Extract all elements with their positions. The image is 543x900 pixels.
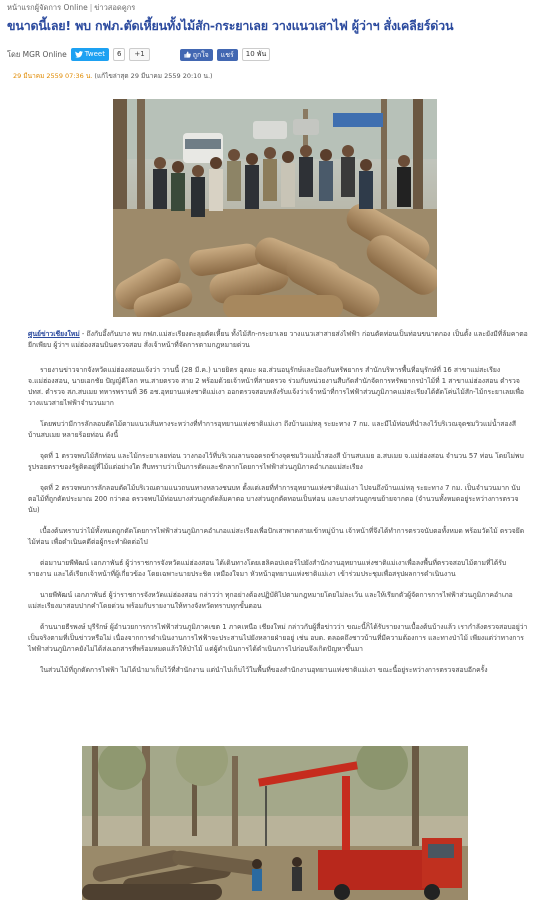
photo-officials-logs-image: [113, 99, 437, 317]
fb-share-button[interactable]: แชร์: [217, 49, 238, 61]
byline-bar: [7, 48, 270, 61]
dateline: [13, 71, 213, 81]
author-label: โดย MGR Online: [7, 49, 67, 59]
breadcrumb-home-link[interactable]: หน้าแรกผู้จัดการ Online: [7, 3, 88, 12]
lead-paragraph: [28, 329, 528, 351]
article-body: [28, 329, 528, 686]
update-date: (แก้ไขล่าสุด 29 มีนาคม 2559 20:10 น.): [94, 72, 213, 80]
article-paragraph: โดยพบว่ามีการลักลอบตัดไม้ตามแนวเส้นทางระหว่างที่ทำการอุทยานแห่งชาติแม่เงา ถึงบ้านแม่หลุ ระยะทาง 7 กม. และมีไม้ท่อนที่นำลงไว้บริเวณจุดชมวิวแม่น้ำสองสี บ้านสบเมย หลายร้อยท่อน ดังนี้: [28, 420, 516, 439]
tweet-button[interactable]: [71, 48, 109, 61]
news-desk-link[interactable]: ศูนย์ข่าวเชียงใหม่: [28, 330, 80, 338]
fb-like-count: 10 พัน: [242, 48, 271, 61]
article-paragraph: จุดที่ 2 ตรวจพบการลักลอบตัดไม้บริเวณตามแนวถนนทางหลวงชนบท ตั้งแต่เลยที่ทำการอุทยานแห่งชาติแม่เงา ไปจนถึงบ้านแม่หลุ ระยะทาง 7 กม. เป็นจำนวนมาก นับตอไม้ที่ถูกตัดประมาณ 200 กว่าตอ ตรวจพบไม้ท่อนบางส่วนถูกตัดล้มคาตอ บางส่วนถูกตัดทอนเป็นท่อน และบางส่วนถูกขนย้ายจากตอ (จำนวนทั้งหมดอยู่ระหว่างการตรวจนับ): [28, 484, 521, 514]
breadcrumb: [7, 2, 135, 14]
publish-date: 29 มีนาคม 2559 07:36 น.: [13, 72, 93, 80]
article-paragraph: ในส่วนไม้ที่ถูกตัดการไฟฟ้า ไม่ได้นำมาเก็บไว้ที่สำนักงาน แต่นำไปเก็บไว้ในพื้นที่ของสำนักงานอุทยานแห่งชาติแม่เงา ขณะนี้อยู่ระหว่างการตรวจสอบอีกครั้ง: [40, 666, 488, 674]
fb-like-label: ถูกใจ: [192, 50, 209, 59]
article-photo-crane-truck: [82, 746, 468, 900]
twitter-bird-icon: [75, 51, 83, 58]
article-paragraph: นายพีพัฒน์ เอกภาพันธ์ ผู้ว่าราชการจังหวัดแม่ฮ่องสอน กล่าวว่า ทุกอย่างต้องปฏิบัติไปตามกฎหมายโดยไม่ละเว้น และให้เรียกตัวผู้จัดการการไฟฟ้าส่วนภูมิภาคอำเภอแม่สะเรียงมาสอบปากคำโดยด่วน พร้อมกับรายงานให้ทางจังหวัดทราบทุกขั้นตอน: [28, 591, 513, 610]
headline: ขนาดนี้เลย! พบ กฟภ.ตัดเหี้ยนทั้งไม้สัก-กระยาเลย วางแนวเสาไฟ ผู้ว่าฯ สั่งเคลียร์ด่วน: [7, 18, 454, 33]
article-paragraph: ด้านนายธีรพงษ์ บุรีรักษ์ ผู้อำนวยการการไฟฟ้าส่วนภูมิภาคเขต 1 ภาคเหนือ เชียงใหม่ กล่าวกับผู้สื่อข่าวว่า ขณะนี้ก็ได้รับรายงานเบื้องต้นบ้างแล้ว เรากำลังตรวจสอบอยู่ว่าเป็นจริงตามที่เป็นข่าวหรือไม่ เนื่องจากการดำเนินงานการไฟฟ้าจะประสานไปยังหลายฝ่ายอยู่ เช่น อบต. ตลอดถึงชาวบ้านที่มีความต้องการ และทางป่าไม้ เพียงแต่ว่าทางการไฟฟ้าส่วนภูมิภาคยังไม่ได้ส่งเอกสารที่พร้อมหมดแล้วให้ป่าไม้ แต่ผู้ดำเนินการได้ดำเนินการไปก่อนจึงเกิดปัญหาขึ้นมา: [28, 623, 528, 653]
breadcrumb-separator: |: [89, 3, 93, 12]
article-paragraph: เบื้องต้นทราบว่าไม้ทั้งหมดถูกตัดโดยการไฟฟ้าส่วนภูมิภาคอำเภอแม่สะเรียงเพื่อปักเสาพาดสายเข้าหมู่บ้าน เจ้าหน้าที่จึงได้ทำการตรวจนับตอทั้งหมด พร้อมวัดไม้ ตรวจยึดไม้ท่อน เพื่อดำเนินคดีต่อผู้กระทำผิดต่อไป: [28, 527, 525, 546]
breadcrumb-category-link[interactable]: ข่าวสอดคูกร: [94, 3, 136, 12]
photo-crane-truck-image: [82, 746, 468, 900]
article-photo-officials-logs: [113, 99, 437, 317]
article-paragraph: ต่อมานายพีพัฒน์ เอกภาพันธ์ ผู้ว่าราชการจังหวัดแม่ฮ่องสอน ได้เดินทางโดยเฮลิคอปเตอร์ไปยังสำนักงานอุทยานแห่งชาติแม่เงาเพื่อลงพื้นที่ตรวจสอบไม้ตามที่ได้รับรายงาน และได้เรียกเจ้าหน้าที่ผู้เกี่ยวข้อง โดยเฉพาะนายประชิต เหมืองใจมา หัวหน้าอุทยานแห่งชาติแม่เงา เข้าร่วมประชุมเพื่อสรุปผลการดำเนินงาน: [28, 559, 507, 578]
fb-like-button[interactable]: [180, 49, 213, 61]
tweet-label: Tweet: [84, 50, 105, 58]
gplus-button[interactable]: +1: [129, 48, 149, 61]
tweet-count: 6: [113, 48, 125, 61]
thumbs-up-icon: [184, 51, 191, 58]
lead-text: - ถึงกับอึ้งกันบาง พบ กฟภ.แม่สะเรียงตะลุยตัดเหี้ยน ทั้งไม้สัก-กระยาเลย วางแนวเสาสายส่งไฟฟ้า ก่อนตัดท่อนเป็นท่อนขนาดกอง เป็นตั้ง และยังมีที่ล้มคาตอยีกเพียบ ผู้ว่าฯ แม่ฮ่องสอนบินตรวจสอบ สั่งเจ้าหน้าที่จัดการตามกฎหมายด่วน: [28, 330, 528, 349]
article-paragraph: จุดที่ 1 ตรวจพบไม้สักท่อน และไม้กระยาเลยท่อน วางกองไว้ที่บริเวณลานจอดรถข้างจุดชมวิวแม่น้ำสองสี บ้านสบเมย อ.สบเมย จ.แม่ฮ่องสอน จำนวน 57 ท่อน โดยไม่พบรูปรอยตราของรัฐติดอยู่ที่ไม้แต่อย่างใด สืบทราบว่าเป็นการตัดและชักลากโดยการไฟฟ้าส่วนภูมิภาคอำเภอแม่สะเรียง: [28, 452, 524, 471]
article-paragraph: รายงานข่าวจากจังหวัดแม่ฮ่องสอนแจ้งว่า วานนี้ (28 มี.ค.) นายยิตร อุดมะ ผอ.ส่วนอนุรักษ์และป้องกันทรัพยากร สำนักบริหารพื้นที่อนุรักษ์ที่ 16 สาขาแม่สะเรียง จ.แม่ฮ่องสอน, นายเอกชัย ปัญญ์ดีโลก หน.สายตรวจ สาย 2 พร้อมด้วยเจ้าหน้าที่สายตรวจ ร่วมกับหน่วยงานสืบกัดสำนักจัดการทรัพยากรป่าไม้ที่ 1 สาขาแม่ฮ่องสอน ตำรวจ ปทส. ตำรวจ สภ.สบเมย ทหารพรานที่ 36 อช.อุทยานแห่งชาติแม่เงา ออกตรวจสอบหลังรับแจ้งว่าเจ้าหน้าที่การไฟฟ้าส่วนภูมิภาคแม่สะเรียงได้ตัดโค่นไม้สัก-ไม้กระยาเลยเพื่อวางแนวสายไฟฟ้าจำนวนมาก: [28, 366, 525, 407]
